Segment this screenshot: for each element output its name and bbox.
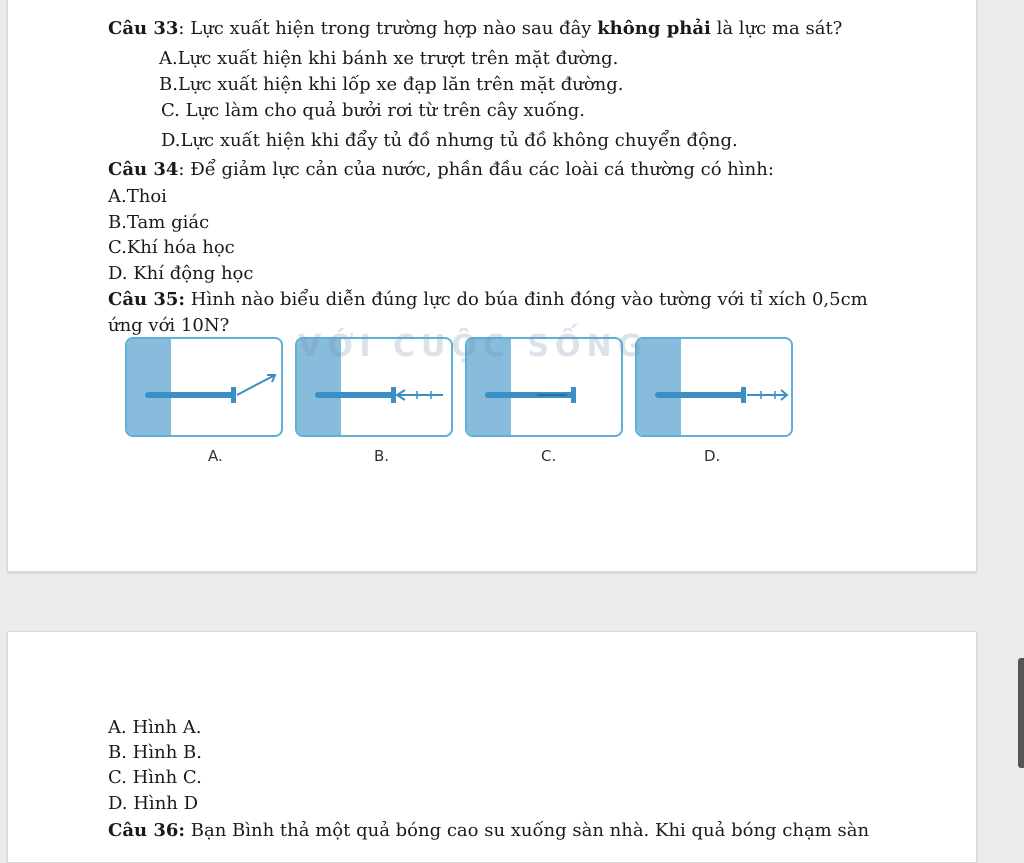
document-page-1 (7, 0, 977, 572)
question-36: Câu 36: Bạn Bình thả một quả bóng cao su xuống sàn nhà. Khi quả bóng chạm sàn (108, 820, 870, 841)
question-33-emphasis: không phải (597, 18, 711, 39)
nail-arrow-d (637, 339, 793, 437)
q35-answer-d: D. Hình D (108, 793, 199, 814)
question-35-line-2: ứng với 10N? (108, 315, 230, 336)
figure-label-d: D. (704, 447, 721, 465)
q35-answer-a: A. Hình A. (108, 717, 202, 738)
q34-option-a: A.Thoi (108, 186, 167, 207)
nail-arrow-a (127, 339, 283, 437)
watermark: VỚI CUỘC SỐNG (298, 329, 649, 364)
document-page-2 (7, 631, 977, 863)
question-35: Câu 35: Hình nào biểu diễn đúng lực do búa đinh đóng vào tường với tỉ xích 0,5cm (108, 289, 868, 310)
q33-option-c: C. Lực làm cho quả bưởi rơi từ trên cây xuống. (161, 100, 586, 121)
question-35-number: Câu 35: (108, 289, 186, 310)
figure-panel-a (125, 337, 283, 437)
question-36-number: Câu 36: (108, 820, 186, 841)
figure-panel-d (635, 337, 793, 437)
q33-option-b: B.Lực xuất hiện khi lốp xe đạp lăn trên mặt đường. (159, 74, 624, 95)
figure-label-a: A. (208, 447, 223, 465)
q34-option-c: C.Khí hóa học (108, 237, 235, 258)
question-34: Câu 34: Để giảm lực cản của nước, phần đầu các loài cá thường có hình: (108, 159, 774, 180)
q35-answer-c: C. Hình C. (108, 767, 202, 788)
question-33: Câu 33: Lực xuất hiện trong trường hợp nào sau đây không phải là lực ma sát? (108, 18, 843, 39)
q35-answer-b: B. Hình B. (108, 742, 202, 763)
q34-option-d: D. Khí động học (108, 263, 254, 284)
scrollbar-handle[interactable] (1018, 658, 1024, 768)
q33-option-a: A.Lực xuất hiện khi bánh xe trượt trên mặt đường. (159, 48, 619, 69)
question-33-number: Câu 33 (108, 18, 179, 39)
q33-option-d: D.Lực xuất hiện khi đẩy tủ đồ nhưng tủ đồ không chuyển động. (161, 130, 738, 151)
question-34-number: Câu 34 (108, 159, 179, 180)
figure-label-b: B. (374, 447, 390, 465)
q34-option-b: B.Tam giác (108, 212, 210, 233)
figure-label-c: C. (541, 447, 557, 465)
